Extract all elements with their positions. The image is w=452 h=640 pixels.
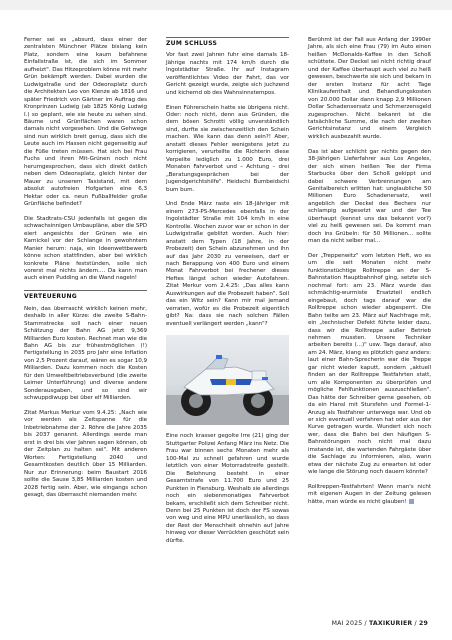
issue-date: MAI 2025 <box>331 620 363 627</box>
paragraph: Der „Treppenwitz" vom letzten Heft, wo es um die seit Monaten nicht mehr funktionstüchtige Rolltreppe an der S-Bahnstation Hauptbahnhof ging, setzte sich nochmal fort: am 23. März wurde das schmächtig-wurmiste Ersatzteil endlich eingebaut, doch tags darauf war die Rolltreppe schon wieder abgesperrt. Die Bahn teilte am 23. März auf Nachfrage mit, ein „technischer Defekt führte leider dazu, dass wir die Rolltreppe außer Betrieb nehmen mussten. Unsere Techniker arbeiten bereits (...)" usw. Tags darauf, also am 24. März, klang es plötzlich ganz anders: laut einer Bahn-Sprecherin war die Treppe gar nicht wieder kaputt, sondern „aktuell finden an der Rolltreppe Testfahrten statt, um alle Komponenten zu überprüfen und mögliche Fehlfunktionen auszuschließen". Das hätte der Schreiber gerne gesehen, ob da ein Hansl mit Stursfehn und Formel-1-Anzug als Testfahrer unterwegs war. Und ob er sich eventuell verfahren hat oder aus der Kurve getragen wurde. Wundert sich noch wer, dass die Bahn bei den häufigen S-Bahnstörungen noch nicht mal dazu imstande ist, die wartenden Fahrgäste über die Sachlage zu informieren, also, wann etwa der nächste Zug zu erwarten ist oder wie lange die Störung noch dauern könnte? <box>308 253 431 476</box>
page-number: 29 <box>418 620 428 627</box>
paragraph: Vor fast zwei Jahren fuhr eine damals 18-Jährige nachts mit 174 km/h durch die Ingolstädter Straße. Ihr auf Instagram veröffentlichtes Video der Fahrt, das vor Gericht gezeigt wurde, zeigte sich juchzend und kichernd ob des Wahnsinnstempos. <box>166 52 289 96</box>
paragraph: Berühmt ist der Fall aus Anfang der 1990er Jahre, als sich eine Frau (79) im Auto einen heißen McDonalds-Kaffee in den Schoß schüttete. Der Deckel sei nicht richtig drauf und der Kaffee überhaupt auch viel zu heiß gewesen, beschwerte sie sich und bekam in der ersten Instanz für acht Tage Klinikaufenthalt und Behandlungskosten von 20.000 Dollar dann knapp 2,9 Millionen Dollar Schadensersatz und Schmerzensgeld zugesprochen. Nicht bekannt ist die tatsächliche Summe, die nach der zweiten Gerichtsinstanz und einem Vergleich wirklich ausbezahlt wurde. <box>308 37 431 140</box>
column-2 <box>166 37 289 553</box>
paragraph: Zitat Markus Merkur vom 9.4.25: „Nach wie vor werden als Zeitspanne für die Inbetriebnahme der 2. Röhre die Jahre 2035 bis 2037 genannt. Allerdings werde man erst in drei bis vier Jahren sagen können, ob der Zeitplan zu halten sei". Mit anderen Worten: Fertigstellung 2040 und Gesamtkosten deutlich über 15 Milliarden. Nur zur Erinnerung: beim Baustart 2016 sollte die Sause 3,85 Milliarden kosten und 2028 fertig sein. Aber, wie eingangs schon gesagt, das überrascht niemanden mehr. <box>24 410 147 498</box>
paragraph: Das ist aber schlicht gar nichts gegen den 38-Jährigen Lieferfahrer aus Los Angeles, der sich einen heißen Tee der Firma Starbucks über den Schoß gekippt und dabei schwere Verbrennungen am Genitalbereich erlitten hat: unglaubliche 50 Millionen Euro Schadenersatz, weil angeblich der Deckel des Bechers nur schlampig aufgesetzt war und der Tee überhaupt (kennst uns das bekannt vor?) viel zu heiß gewesen sei. Da kommt man doch ins Grübeln: für 50 Millionen... sollte man da nicht selber mal... <box>308 148 431 245</box>
closing-text: Rolltreppen-Testfahrten! Wenn man's nicht mit eigenen Augen in der Zeitung gelesen hätte, man würde es nicht glauben! <box>308 484 431 505</box>
column-1 <box>24 37 147 507</box>
paragraph: Die Stadtrats-CSU jedenfalls ist gegen die schwachsinnigen Umbaupläne, aber die SPD eiert angesichts der Grünen wie ein Karnickel vor der Schlange in gewohntem Manier herum: naja, ein Ideenwettbewerb könne schon stattfinden, aber bei wirklich konkrete Pläne feststünden, solle sich vorerst mal nichts ändern.... Da kann man auch einen Pudding an die Wand nageln! <box>24 215 147 282</box>
top-bar <box>0 0 452 10</box>
paragraph: Einen Führerschein hatte sie übrigens nicht. Oder: noch nicht, denn aus Gründen, die dem bösen Schrotti völlig unverständlich sind, durfte sie zwischenzeitlich den Schein machen. Wie kann das denn sein?! Aber, anstatt dieses Fehler wenigstens jetzt zu korrigieren, verurteilte die Richterin diese Verpeilte lediglich zu 1.000 Euro, drei Monaten Fahrverbot und – Achtung – drei „Beratungsgesprächen bei der Jugendgerichtshilfe". Heidschi Bumbeidschi bum bum. <box>166 104 289 193</box>
section-heading: ZUM SCHLUSS <box>166 37 289 47</box>
police-motorcycle-photo <box>166 335 289 425</box>
police-motorcycle-icon <box>166 335 289 425</box>
page-footer: MAI 2025 / TAXIKURIER / 29 <box>331 620 428 627</box>
paragraph: Eine noch krasser gegolte Irre (21) ging der Stuttgarter Polizei Anfang März ins Netz. Die Frau war binnen sechs Monaten mehr als 100-Mal zu schnell gefahren und wurde letztlich von einer Motorradstreife gestellt. Die Belohnung besteht in einer Gesamtstrafe von 11.700 Euro und 25 Punkten in Flensburg. Weshalb sie allerdings noch ein siebenmonatiges Fahrverbot bekam, erschließt sich dem Schreiber nicht. Denn bei 25 Punkten ist doch der FS sowas von weg und eine MPU unerlässlich, so dass der Rest der Menschheit ohnehin auf Jahre hinweg vor dieser Verrückten geschützt sein dürfte. <box>166 433 289 544</box>
paragraph: Ferner sei es „absurd, dass einer der zentralsten Münchner Plätze bislang kein Platz, sondern eine kaum befahrene Einfallstraße ist, die sich im Sommer aufheizt". Das Hitzeproblem könne mit mehr Grün bekämpft werden. Dabei wurden die Ludwigstraße und der Odeonsplatz durch die Architekten Leo von Klenze ab 1816 und später Friedrich von Gärtner im Auftrag des Kronprinzen Ludwig (ab 1825 König Ludwig I.) so geplant, wie sie heute zu sehen sind. Bäume und Grünflächen waren schon damals nicht vorgesehen. Und die Gehwege sind nun wirklich breit genug, dass sich die Leute auch im Hassen nicht gegenseitig auf die Füße treten müssen. Hat sich bei Frau Fuchs und ihren Mit-Grünen noch nicht herumgesprochen, dass sich direkt östlich neben dem Odeonsplatz, gleich hinter der Mauer zu unserem Taxistand, mit dem absolut autofreien Hofgarten eine 6,3 Hektar oder ca. neun Fußballfelder große Grünfläche befindet? <box>24 37 147 207</box>
paragraph: Nein, das überrascht wirklich keinen mehr, deshalb in aller Kürze: die zweite S-Bahn-Stammstrecke soll nach einer neuen Schätzung der Bahn AG jetzt 9,369 Milliarden Euro kosten. Rechnet man wie die Bahn AG bis zur frühestmöglichen (!) Fertigstellung in 2035 pro Jahr eine Inflation von 2,5 Prozent darauf, wären es sogar 10,9 Milliarden. Dazu kommen noch die Kosten für den Umweltbeitriebsverbund (die zweite Leimer Unterführung) und diverse andere Sonderausgaben, und so sind wir schwuppdiwupp bei über elf Milliarden. <box>24 305 147 402</box>
magazine-name: TAXIKURIER <box>368 620 413 627</box>
paragraph: Und Ende März raste ein 18-Jähriger mit einem 273-PS-Mercedes ebenfalls in der Ingolstädter Straße mit 104 km/h in eine Kontrolle. Wochen zuvor war er schon in der Ludwigstraße geblitzt worden. Auch hier: anstatt dem Typen (18 Jahre, in der Probezeit) den Schein abzunehmen und ihn auf das Jahr 2030 zu verweisen, darf er nach Berappung von 400 Euro und einem Monat Fahrverbot bei frechener dieses Heftes längst schon wieder Autofahren. Zitat Merkur vom 2.4.25: „Das alles kann Auswirkungen auf die Probezeit haben". Soll das ein Witz sein? Kann mir mal jemand verraten, wofür es die Probezeit eigentlich gibt? Na: dass sie nach solchen Fällen eventuell verlängert werden „kann"? <box>166 201 289 327</box>
paragraph <box>308 484 431 506</box>
column-3 <box>308 37 431 514</box>
end-mark-icon <box>409 499 414 504</box>
section-heading: VERTEUERUNG <box>24 290 147 300</box>
